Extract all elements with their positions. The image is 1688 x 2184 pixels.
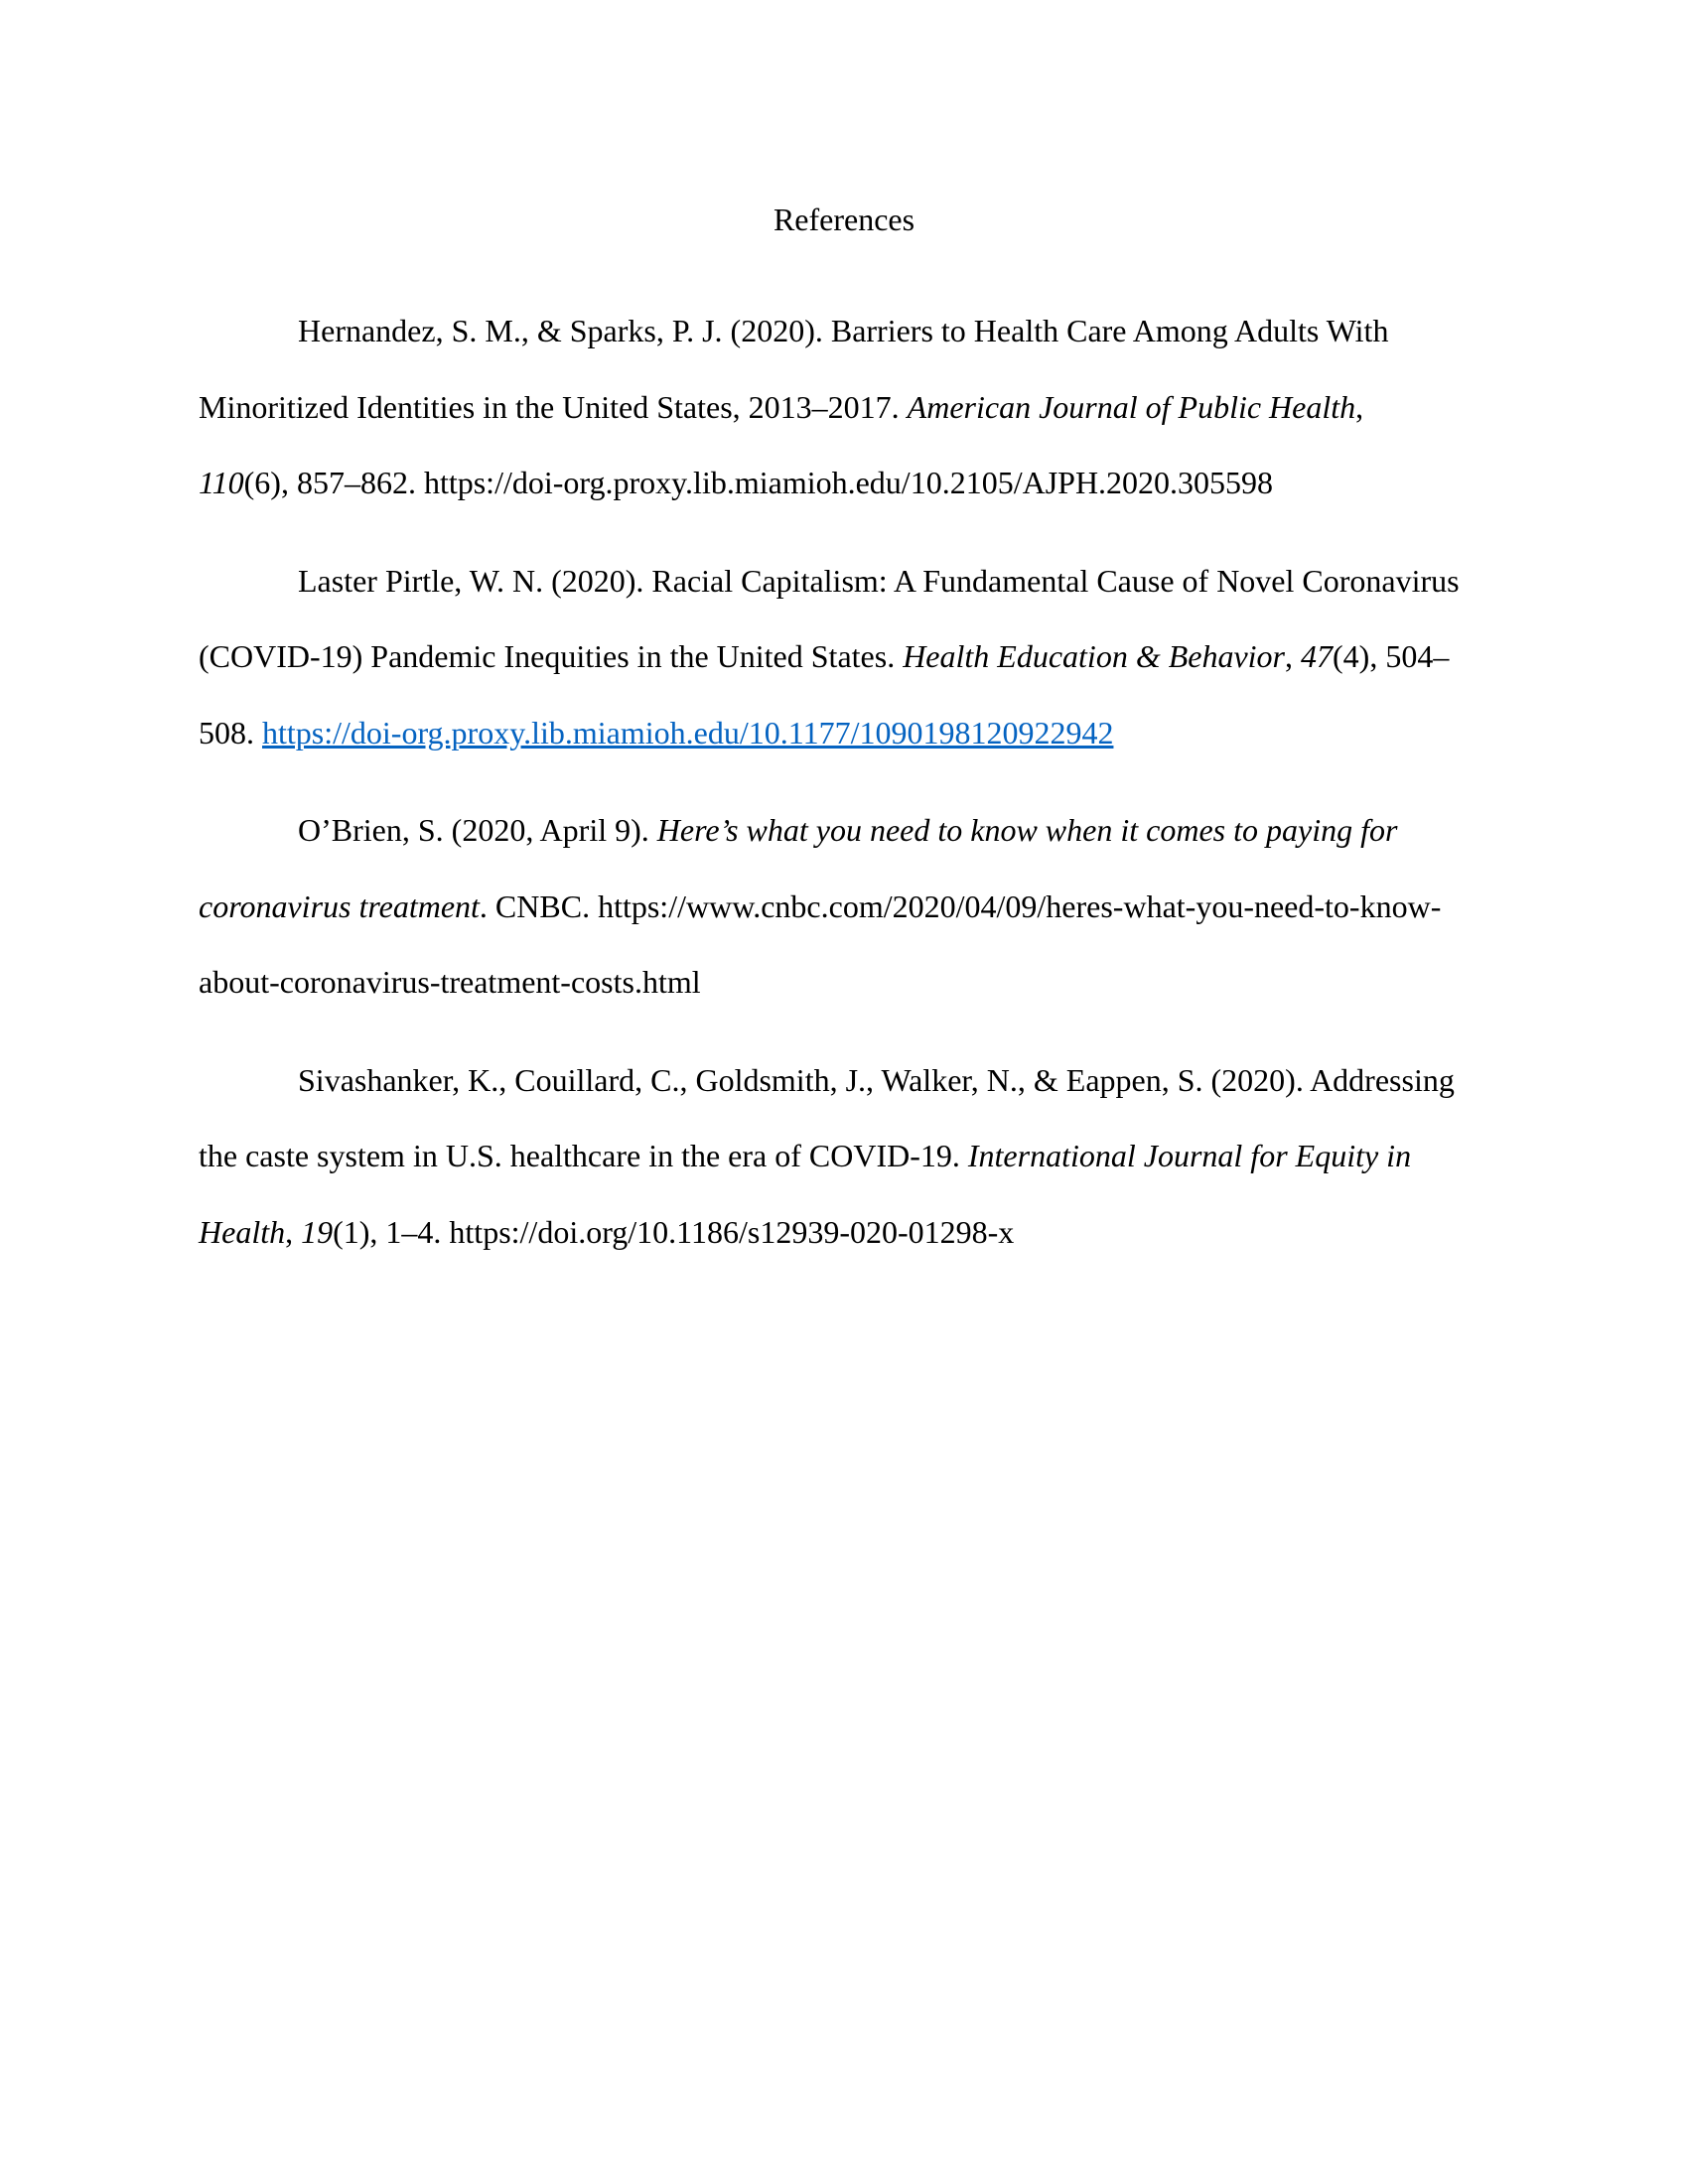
reference-text: O’Brien, S. (2020, April 9). bbox=[298, 812, 657, 848]
volume-number: 110 bbox=[199, 465, 244, 500]
reference-text: Laster Pirtle, W. N. (2020). Racial Capitalism: A Fundamental Cause of Novel Coronavirus (COVID-19) Pandemic Inequities in the United States. bbox=[199, 562, 1460, 674]
reference-separator: , bbox=[1285, 638, 1301, 674]
article-title: Here’s what you need to know when it comes to paying for coronavirus treatment bbox=[199, 812, 1398, 924]
reference-text: Hernandez, S. M., & Sparks, P. J. (2020). Barriers to Health Care Among Adults With Minoritized Identities in the United States, 2013–2017. bbox=[199, 313, 1389, 425]
reference-url: https://www.cnbc.com/2020/04/09/heres-what-you-need-to-know-about-coronavirus-treatment-costs.html bbox=[199, 887, 1442, 1000]
references-heading: References bbox=[773, 202, 915, 237]
journal-title: International Journal for Equity in Health bbox=[199, 1138, 1412, 1250]
volume-number: 47 bbox=[1301, 638, 1333, 674]
journal-title: American Journal of Public Health bbox=[907, 388, 1356, 425]
reference-entry-sivashanker bbox=[199, 1042, 1460, 1271]
reference-entry-hernandez bbox=[199, 293, 1460, 521]
reference-separator: , bbox=[1355, 388, 1364, 425]
reference-list bbox=[199, 293, 1460, 1292]
reference-url: https://doi.org/10.1186/s12939-020-01298-x bbox=[449, 1213, 1015, 1250]
reference-text: Sivashanker, K., Couillard, C., Goldsmith, J., Walker, N., & Eappen, S. (2020). Addressing the caste system in U.S. healthcare in the era of COVID-19. bbox=[199, 1061, 1455, 1173]
reference-url: https://doi-org.proxy.lib.miamioh.edu/10.2105/AJPH.2020.305598 bbox=[423, 465, 1274, 500]
journal-title: Health Education & Behavior bbox=[903, 638, 1285, 674]
reference-entry-laster-pirtle bbox=[199, 543, 1460, 771]
reference-pages: (6), 857–862. bbox=[243, 465, 424, 500]
reference-separator: , bbox=[285, 1213, 302, 1250]
reference-publisher: . CNBC. bbox=[479, 887, 599, 924]
reference-pages: (4), 504–508. bbox=[199, 638, 1450, 751]
reference-pages: (1), 1–4. bbox=[333, 1213, 450, 1250]
volume-number: 19 bbox=[301, 1213, 334, 1250]
reference-entry-obrien bbox=[199, 792, 1460, 1021]
reference-hyperlink[interactable]: https://doi-org.proxy.lib.miamioh.edu/10.1177/1090198120922942 bbox=[262, 714, 1114, 751]
